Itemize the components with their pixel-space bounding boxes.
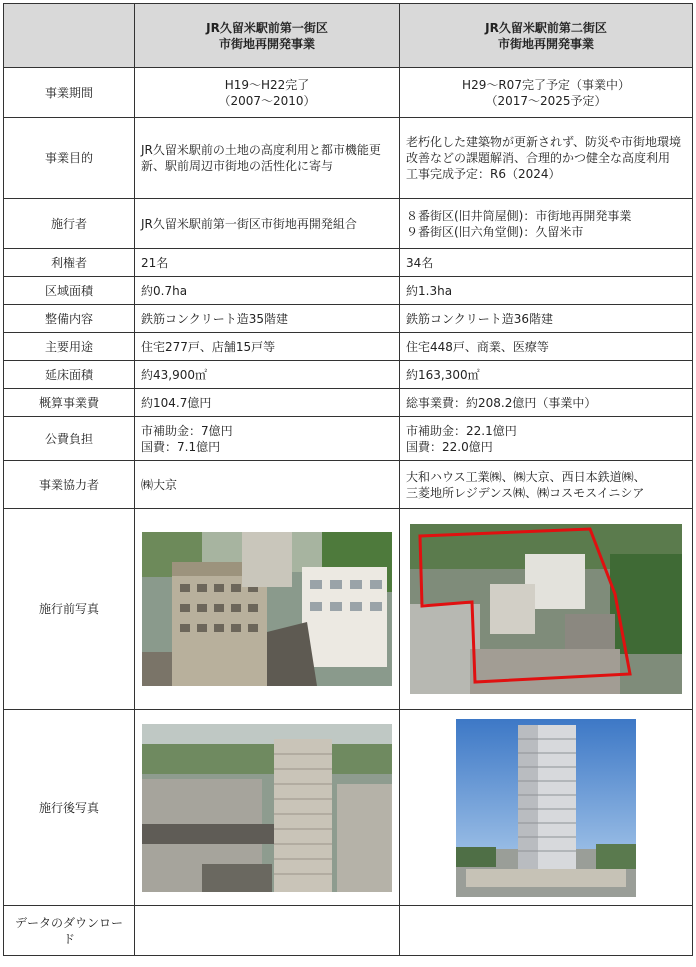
label-purpose: 事業目的 xyxy=(4,118,135,199)
executor-district-2: ８番街区(旧井筒屋側)：市街地再開発事業 ９番街区(旧六角堂側)：久留米市 xyxy=(400,199,693,249)
executor-district-1: JR久留米駅前第一街区市街地再開発組合 xyxy=(135,199,400,249)
label-facility: 整備内容 xyxy=(4,305,135,333)
partner-district-1: ㈱大京 xyxy=(135,461,400,509)
cost-district-2: 総事業費：約208.2億円（事業中） xyxy=(400,389,693,417)
before-photo-district-2 xyxy=(410,524,682,694)
label-rights: 利権者 xyxy=(4,249,135,277)
label-floor: 延床面積 xyxy=(4,361,135,389)
header-row xyxy=(4,4,693,68)
label-public: 公費負担 xyxy=(4,417,135,461)
row-purpose xyxy=(4,118,693,199)
floor-district-1: 約43,900㎡ xyxy=(135,361,400,389)
label-usage: 主要用途 xyxy=(4,333,135,361)
header-district-1: JR久留米駅前第一街区 市街地再開発事業 xyxy=(135,4,400,68)
row-facility xyxy=(4,305,693,333)
rights-district-1: 21名 xyxy=(135,249,400,277)
after-photo-district-1 xyxy=(142,724,392,892)
after-photo-cell-2 xyxy=(400,710,693,906)
row-floor xyxy=(4,361,693,389)
before-photo-cell-2 xyxy=(400,509,693,710)
row-usage xyxy=(4,333,693,361)
cost-district-1: 約104.7億円 xyxy=(135,389,400,417)
period-district-1: H19〜H22完了 （2007〜2010） xyxy=(135,68,400,118)
facility-district-1: 鉄筋コンクリート造35階建 xyxy=(135,305,400,333)
label-executor: 施行者 xyxy=(4,199,135,249)
row-before-photos xyxy=(4,509,693,710)
floor-district-2: 約163,300㎡ xyxy=(400,361,693,389)
label-period: 事業期間 xyxy=(4,68,135,118)
before-photo-cell-1 xyxy=(135,509,400,710)
usage-district-2: 住宅448戸、商業、医療等 xyxy=(400,333,693,361)
facility-district-2: 鉄筋コンクリート造36階建 xyxy=(400,305,693,333)
label-partner: 事業協力者 xyxy=(4,461,135,509)
after-photo-district-2 xyxy=(456,719,636,897)
label-area: 区域面積 xyxy=(4,277,135,305)
rights-district-2: 34名 xyxy=(400,249,693,277)
label-before: 施行前写真 xyxy=(4,509,135,710)
before-photo-district-1 xyxy=(142,532,392,686)
row-area xyxy=(4,277,693,305)
partner-district-2: 大和ハウス工業㈱、㈱大京、西日本鉄道㈱、 三菱地所レジデンス㈱、㈱コスモスイニシア xyxy=(400,461,693,509)
purpose-district-1: JR久留米駅前の土地の高度利用と都市機能更新、駅前周辺市街地の活性化に寄与 xyxy=(135,118,400,199)
label-cost: 概算事業費 xyxy=(4,389,135,417)
row-executor xyxy=(4,199,693,249)
public-district-2: 市補助金：22.1億円 国費：22.0億円 xyxy=(400,417,693,461)
row-rights xyxy=(4,249,693,277)
area-district-1: 約0.7ha xyxy=(135,277,400,305)
download-district-2 xyxy=(400,906,693,956)
after-photo-cell-1 xyxy=(135,710,400,906)
row-cost xyxy=(4,389,693,417)
project-table xyxy=(3,3,693,956)
public-district-1: 市補助金：7億円 国費：7.1億円 xyxy=(135,417,400,461)
usage-district-1: 住宅277戸、店舗15戸等 xyxy=(135,333,400,361)
header-corner xyxy=(4,4,135,68)
download-district-1 xyxy=(135,906,400,956)
label-after: 施行後写真 xyxy=(4,710,135,906)
period-district-2: H29〜R07完了予定（事業中） （2017〜2025予定） xyxy=(400,68,693,118)
row-after-photos xyxy=(4,710,693,906)
label-download: データのダウンロード xyxy=(4,906,135,956)
row-public xyxy=(4,417,693,461)
purpose-district-2: 老朽化した建築物が更新されず、防災や市街地環境改善などの課題解消、合理的かつ健全な高度利用 工事完成予定：R6（2024） xyxy=(400,118,693,199)
row-partner xyxy=(4,461,693,509)
area-district-2: 約1.3ha xyxy=(400,277,693,305)
header-district-2: JR久留米駅前第二街区 市街地再開発事業 xyxy=(400,4,693,68)
row-period xyxy=(4,68,693,118)
row-download xyxy=(4,906,693,956)
